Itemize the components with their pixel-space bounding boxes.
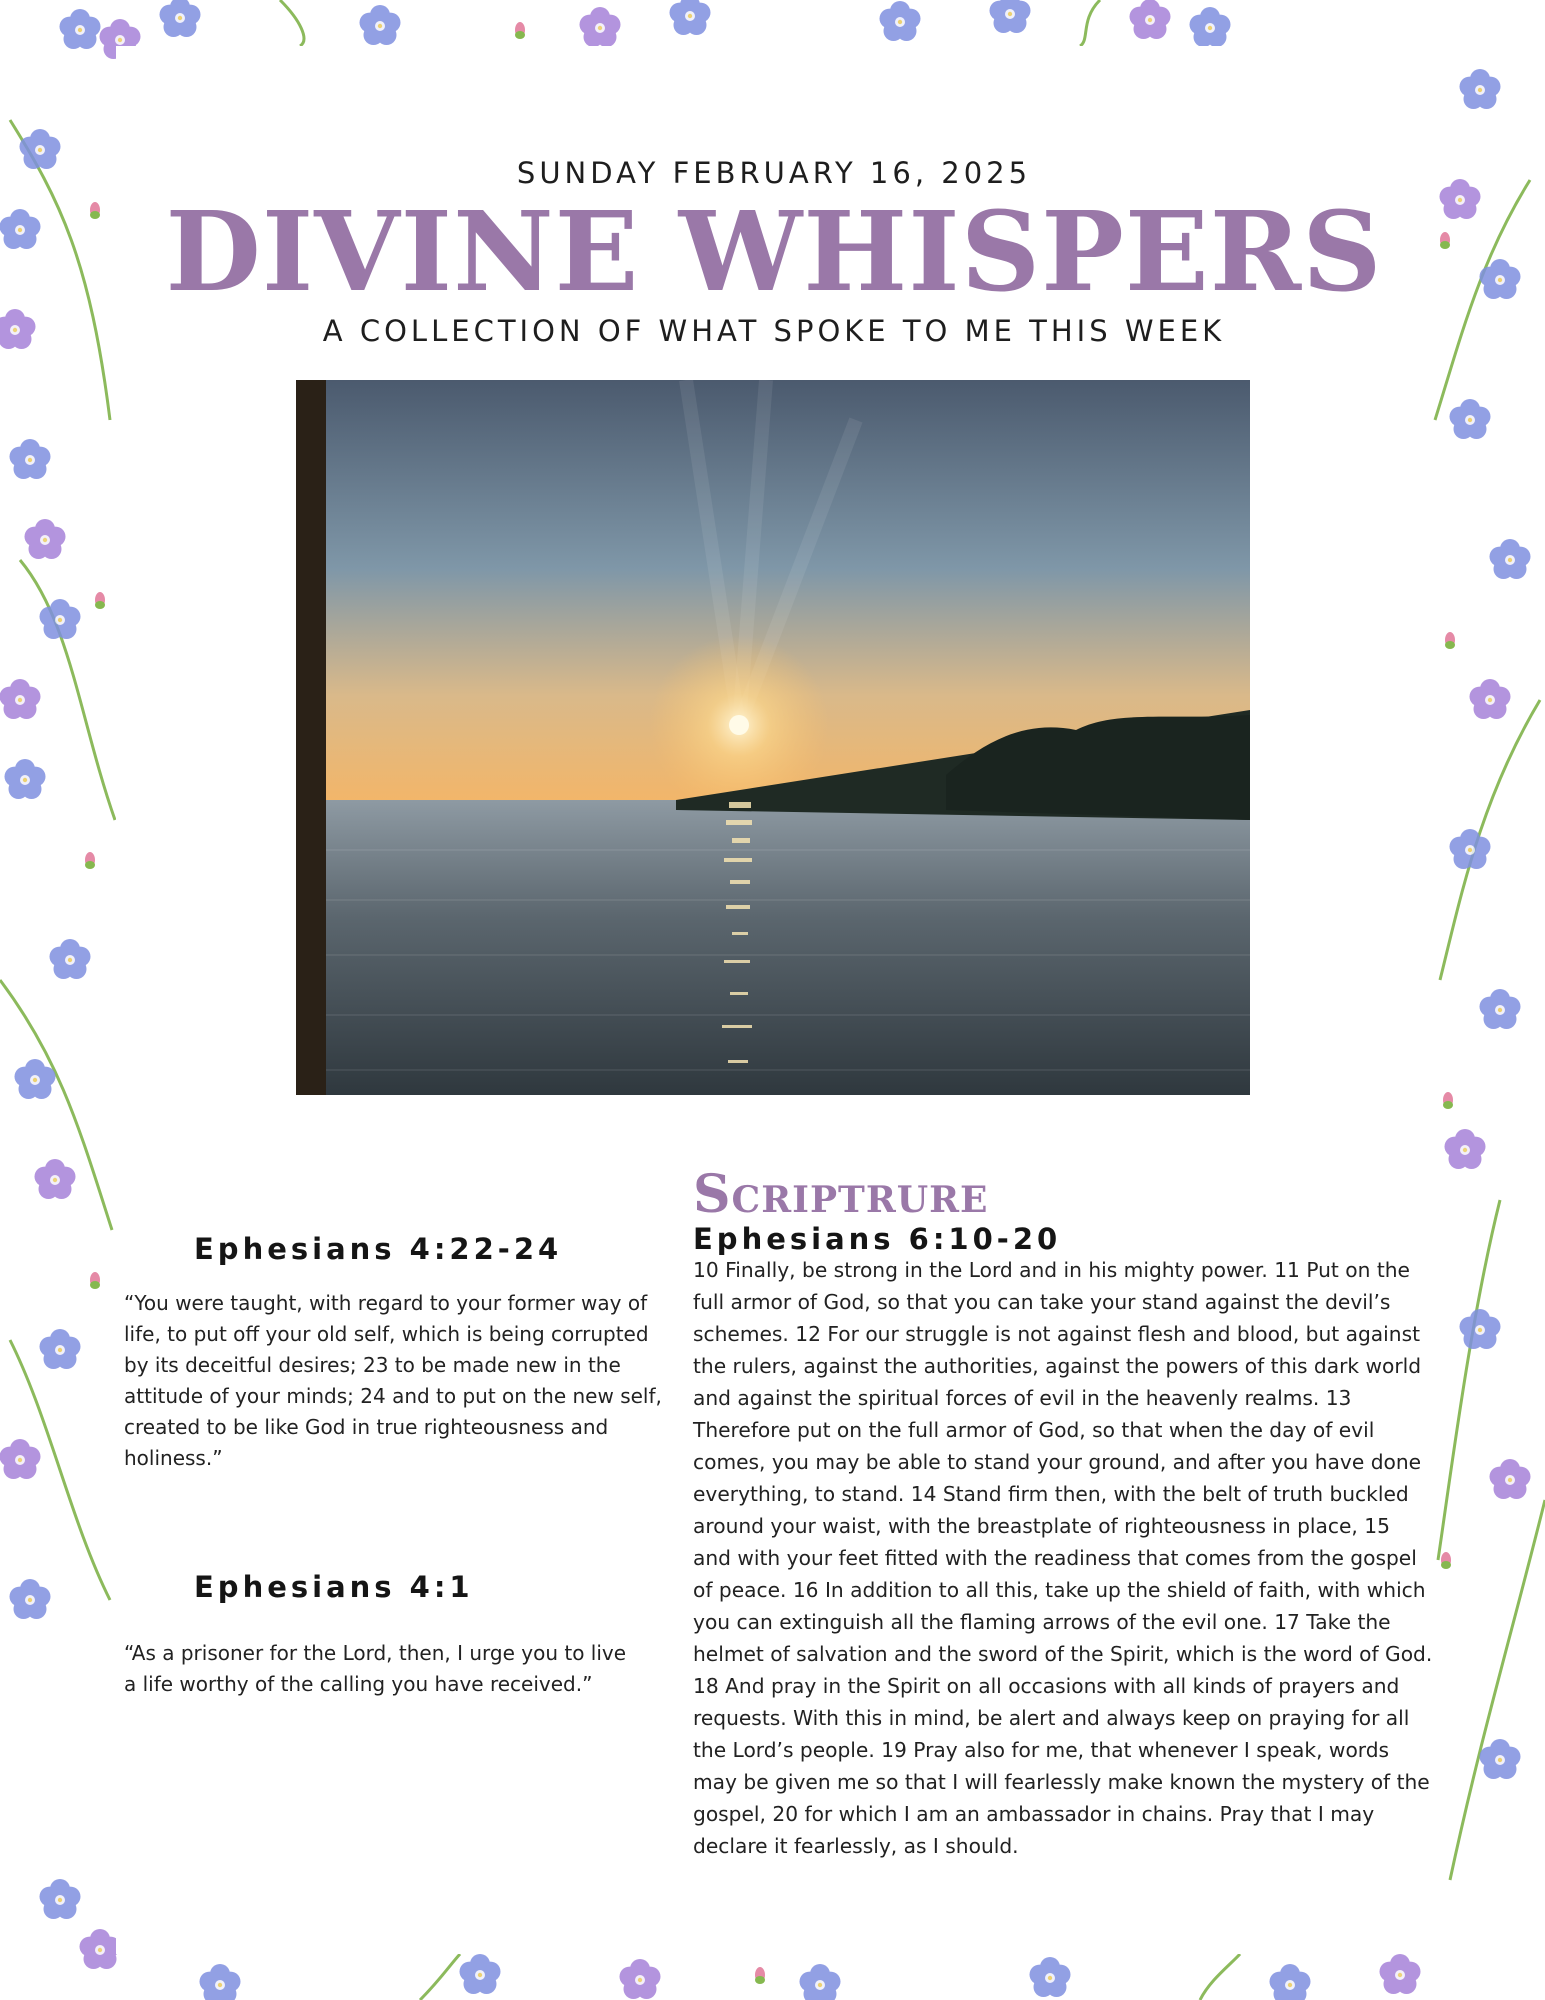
newsletter-subtitle: A COLLECTION OF WHAT SPOKE TO ME THIS WEEK (322, 314, 1226, 348)
scripture-heading: Scriptrure (693, 1164, 989, 1225)
verse-text-ephesians-4-22-24: “You were taught, with regard to your former way of life, to put off your old self, which is being corrupted by its deceitful desires; 23 to be made new in the attitude of your minds; 24 and to put on the new self, created to be like God in true righteousness and holiness.” (124, 1291, 662, 1470)
newsletter-title: DIVINE WHISPERS (165, 187, 1383, 316)
sunset-over-water-photo (296, 380, 1250, 1095)
scripture-paragraph: 10 Finally, be strong in the Lord and in his mighty power. 11 Put on the full armor of God, so that you can take your stand against the devil’s schemes. 12 For our struggle is not against flesh and blood, but against the rulers, against the authorities, against the powers of this dark world and against the spiritual forces of evil in the heavenly realms. 13 Therefore put on the full armor of God, so that when the day of evil comes, you may be able to stand your ground, and after you have done everything, to stand. 14 Stand firm then, with the belt of truth buckled around your waist, with the breastplate of righteousness in place, 15 and with your feet fitted with the readiness that comes from the gospel of peace. 16 In addition to all this, take up the shield of faith, with which you can extinguish all the flaming arrows of the evil one. 17 Take the helmet of salvation and the sword of the Spirit, which is the word of God. (693, 1258, 1433, 1666)
newsletter-page (116, 46, 1432, 1954)
scripture-passage (693, 1254, 1433, 1862)
scripture-paragraph: 18 And pray in the Spirit on all occasions with all kinds of prayers and requests. With this in mind, be alert and always keep on praying for all the Lord’s people. 19 Pray also for me, that whenever I speak, words may be given me so that I will fearlessly make known the mystery of the gospel, 20 for which I am an ambassador in chains. Pray that I may declare it fearlessly, as I should. (693, 1674, 1430, 1858)
verse-reference-ephesians-4-1: Ephesians 4:1 (194, 1570, 474, 1604)
issue-date: SUNDAY FEBRUARY 16, 2025 (516, 156, 1032, 190)
verse-text-ephesians-4-1: “As a prisoner for the Lord, then, I urge you to live a life worthy of the calling you have received.” (124, 1641, 627, 1696)
verse-reference-ephesians-4-22-24: Ephesians 4:22-24 (194, 1232, 563, 1266)
scripture-reference: Ephesians 6:10-20 (693, 1222, 1062, 1256)
